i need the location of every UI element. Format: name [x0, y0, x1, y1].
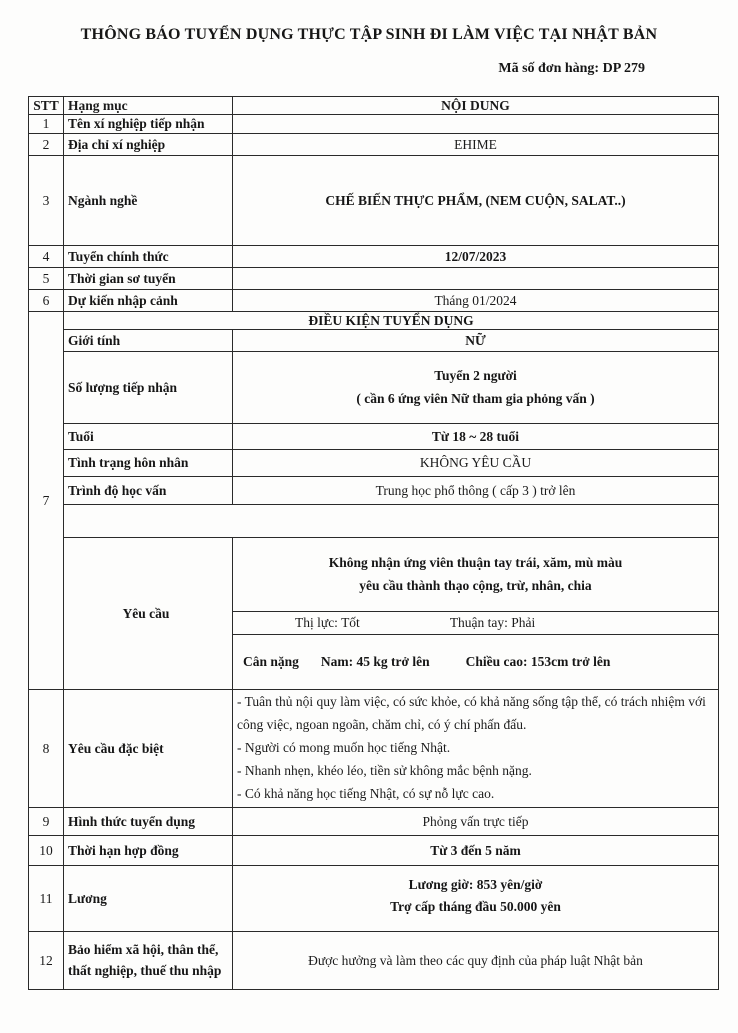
salary-value: [233, 866, 719, 932]
row-number: 3: [29, 156, 64, 246]
table-row: [29, 836, 719, 866]
requirement-line-1: Không nhận ứng viên thuận tay trái, xăm, mù màu: [328, 555, 623, 571]
requirement-body-metrics: [233, 635, 719, 690]
table-row-education: [29, 477, 719, 505]
row-value: [233, 352, 719, 424]
row-number: 12: [29, 932, 64, 990]
row-label: Tên xí nghiệp tiếp nhận: [64, 115, 233, 134]
row-value: EHIME: [233, 134, 719, 156]
order-code: Mã số đơn hàng: DP 279: [498, 61, 645, 76]
requirement-line-2: yêu cầu thành thạo cộng, trừ, nhân, chia: [359, 577, 592, 593]
table-row-gender: [29, 330, 719, 352]
requirement-vision-hand: [233, 612, 719, 635]
special-requirements-list: [233, 690, 719, 808]
table-row: [29, 156, 719, 246]
col-header-stt: STT: [29, 97, 64, 115]
row-label: Địa chỉ xí nghiệp: [64, 134, 233, 156]
row-label: Số lượng tiếp nhận: [64, 352, 233, 424]
row-number: 9: [29, 808, 64, 836]
row-value: Tháng 01/2024: [233, 290, 719, 312]
row-label: Giới tính: [64, 330, 233, 352]
requirement-main: [233, 538, 719, 612]
table-row-section-header: [29, 312, 719, 330]
table-row: [29, 290, 719, 312]
row-number: 6: [29, 290, 64, 312]
recruitment-table: [28, 96, 719, 990]
table-row-marital: [29, 450, 719, 477]
table-row: [29, 932, 719, 990]
weight-value: Nam: 45 kg trở lên: [320, 654, 430, 669]
row-label: Thời gian sơ tuyển: [64, 268, 233, 290]
row-number: 4: [29, 246, 64, 268]
height-value: Chiều cao: 153cm trở lên: [465, 654, 611, 669]
row-label: Tuổi: [64, 424, 233, 450]
row-label: Tình trạng hôn nhân: [64, 450, 233, 477]
row-number: 7: [29, 312, 64, 690]
table-row: [29, 268, 719, 290]
row-number: 2: [29, 134, 64, 156]
row-label: Dự kiến nhập cảnh: [64, 290, 233, 312]
row-value: [233, 115, 719, 134]
list-item: - Người có mong muốn học tiếng Nhật.: [237, 740, 451, 756]
row-value: Từ 18 ~ 28 tuổi: [233, 424, 719, 450]
table-row: [29, 866, 719, 932]
row-label: Thời hạn hợp đồng: [64, 836, 233, 866]
salary-line-2: Trợ cấp tháng đầu 50.000 yên: [390, 899, 561, 915]
table-header-row: [29, 97, 719, 115]
row-label: Yêu cầu: [64, 538, 233, 690]
row-label: Trình độ học vấn: [64, 477, 233, 505]
list-item: - Tuân thủ nội quy làm việc, có sức khỏe, có khả năng sống tập thể, có trách nhiệm với công việc, ngoan ngoãn, chăm chỉ, có ý chí phấn đấu.: [237, 694, 706, 733]
row-value: [233, 268, 719, 290]
row-number: 10: [29, 836, 64, 866]
row-number: 8: [29, 690, 64, 808]
table-row-age: [29, 424, 719, 450]
label-line-1: Bảo hiểm xã hội, thân thể,: [68, 942, 219, 958]
row-label: Lương: [64, 866, 233, 932]
section-header: ĐIỀU KIỆN TUYỂN DỤNG: [64, 312, 719, 330]
salary-line-1: Lương giờ: 853 yên/giờ: [408, 877, 543, 892]
table-row: [29, 115, 719, 134]
row-label: Ngành nghề: [64, 156, 233, 246]
row-label: [64, 932, 233, 990]
quantity-line-2: ( cần 6 ứng viên Nữ tham gia phỏng vấn ): [356, 390, 595, 406]
row-label: Hình thức tuyển dụng: [64, 808, 233, 836]
table-row: [29, 808, 719, 836]
row-label: Yêu cầu đặc biệt: [64, 690, 233, 808]
row-value: NỮ: [233, 330, 719, 352]
row-value: Phỏng vấn trực tiếp: [233, 808, 719, 836]
list-item: - Có khả năng học tiếng Nhật, có sự nỗ lực cao.: [237, 785, 495, 801]
row-value: CHẾ BIẾN THỰC PHẨM, (NEM CUỘN, SALAT..): [233, 156, 719, 246]
label-line-2: thất nghiệp, thuế thu nhập: [68, 962, 222, 978]
table-row: [29, 134, 719, 156]
table-row-quantity: [29, 352, 719, 424]
row-number: 11: [29, 866, 64, 932]
table-row: [29, 246, 719, 268]
row-value: 12/07/2023: [233, 246, 719, 268]
empty-cell: [64, 505, 719, 538]
col-header-content: NỘI DUNG: [233, 97, 719, 115]
vision-value: Thị lực: Tốt: [295, 615, 360, 630]
col-header-category: Hạng mục: [64, 97, 233, 115]
row-value: KHÔNG YÊU CẦU: [233, 450, 719, 477]
table-row-spacer: [29, 505, 719, 538]
page-title: THÔNG BÁO TUYỂN DỤNG THỰC TẬP SINH ĐI LÀM VIỆC TẠI NHẬT BẢN: [80, 26, 658, 43]
table-row: [29, 690, 719, 808]
hand-value: Thuận tay: Phải: [449, 615, 536, 630]
row-label: Tuyển chính thức: [64, 246, 233, 268]
quantity-line-1: Tuyển 2 người: [434, 368, 517, 384]
weight-label: Cân nặng: [243, 654, 299, 669]
row-number: 5: [29, 268, 64, 290]
list-item: - Nhanh nhẹn, khéo léo, tiền sử không mắc bệnh nặng.: [237, 762, 532, 778]
row-value: Được hưởng và làm theo các quy định của pháp luật Nhật bản: [233, 932, 719, 990]
row-number: 1: [29, 115, 64, 134]
table-row-requirement: [29, 538, 719, 612]
row-value: Từ 3 đến 5 năm: [233, 836, 719, 866]
row-value: Trung học phổ thông ( cấp 3 ) trở lên: [233, 477, 719, 505]
